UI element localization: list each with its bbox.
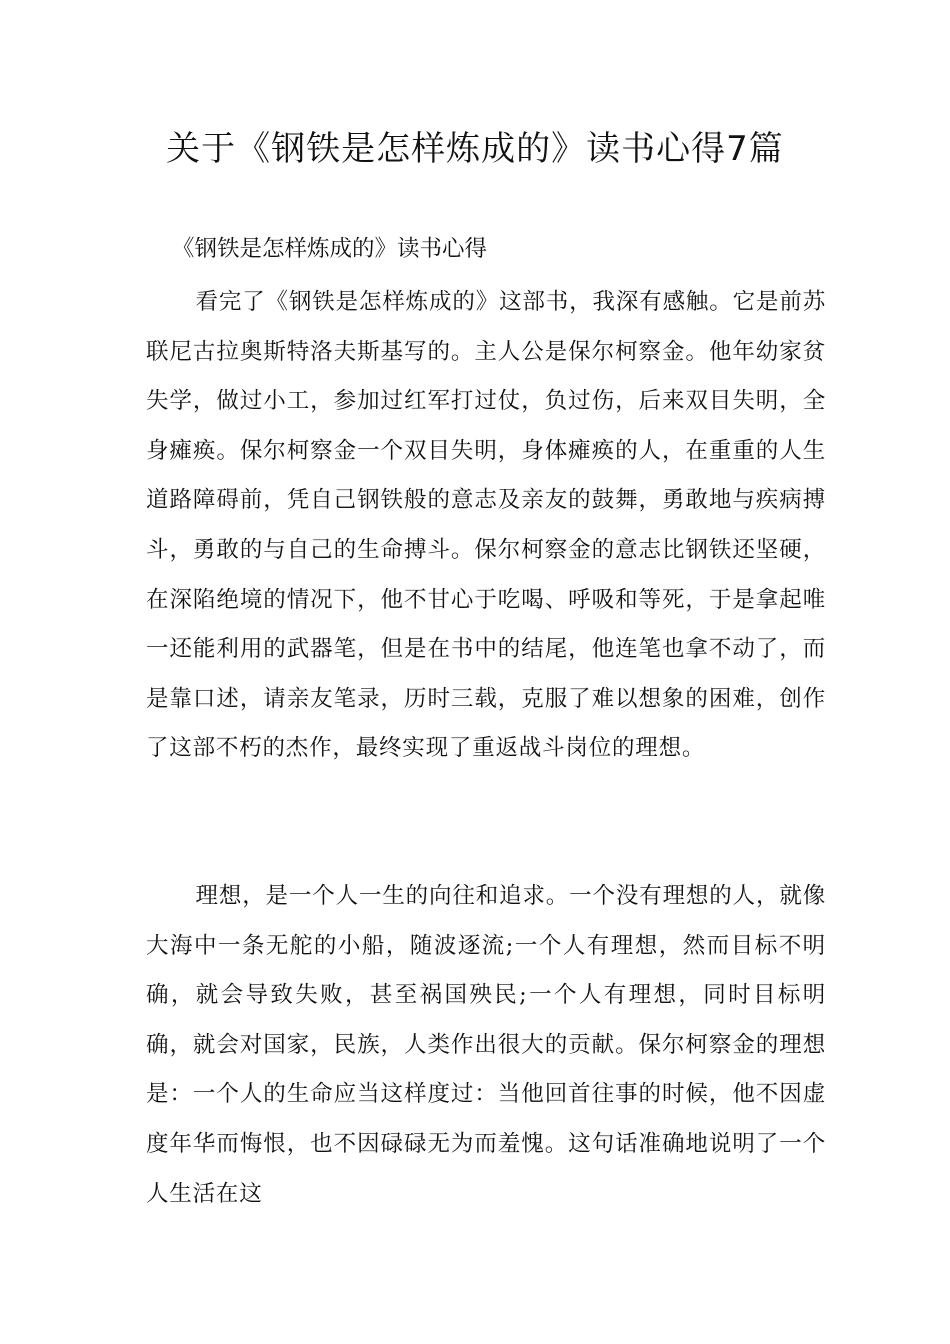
paragraph-1: 看完了《钢铁是怎样炼成的》这部书，我深有感触。它是前苏联尼古拉奥斯特洛夫斯基写的。主人公是保尔柯察金。他年幼家贫失学，做过小工，参加过红军打过仗，负过伤，后来双目失明，全身瘫痪。保尔柯察金一个双目失明，身体瘫痪的人，在重重的人生道路障碍前，凭自己钢铁般的意志及亲友的鼓舞，勇敢地与疾病搏斗，勇敢的与自己的生命搏斗。保尔柯察金的意志比钢铁还坚硬，在深陷绝境的情况下，他不甘心于吃喝、呼吸和等死，于是拿起唯一还能利用的武器笔，但是在书中的结尾，他连笔也拿不动了，而是靠口述，请亲友笔录，历时三载，克服了难以想象的困难，创作了这部不朽的杰作，最终实现了重返战斗岗位的理想。 xyxy=(146,289,826,762)
document-title: 关于《钢铁是怎样炼成的》读书心得7篇 xyxy=(166,129,784,169)
paragraph-2: 理想，是一个人一生的向往和追求。一个没有理想的人，就像大海中一条无舵的小船，随波逐流;一个人有理想，然而目标不明确，就会导致失败，甚至祸国殃民;一个人有理想，同时目标明确，就会对国家，民族，人类作出很大的贡献。保尔柯察金的理想是：一个人的生命应当这样度过：当他回首往事的时候，他不因虚度年华而悔恨，也不因碌碌无为而羞愧。这句话准确地说明了一个人生活在这 xyxy=(146,883,826,1207)
section-heading: 《钢铁是怎样炼成的》读书心得 xyxy=(172,236,488,262)
